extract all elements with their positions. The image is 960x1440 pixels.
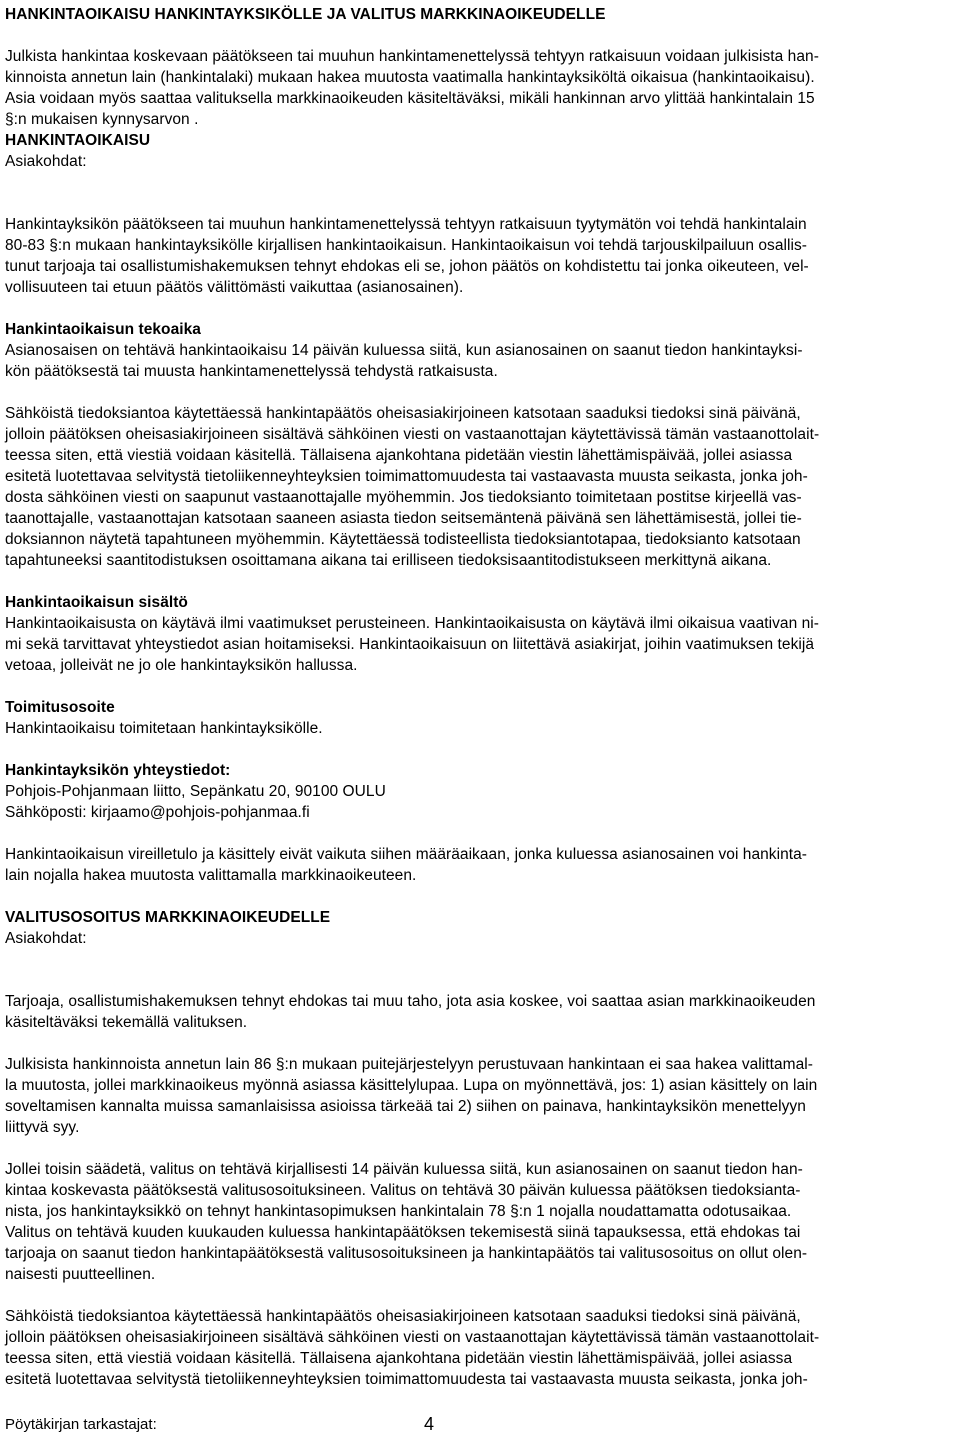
document-page: [5, 4, 950, 1390]
page-number: 4: [424, 1414, 435, 1434]
text-line: §:n mukaisen kynnysarvon .: [5, 111, 199, 128]
email-line: Sähköposti: kirjaamo@pohjois-pohjanmaa.fi: [5, 804, 310, 821]
text-line: liittyvä syy.: [5, 1119, 80, 1136]
text-line: vollisuuteen tai etuun päätös välittömästi vaikuttaa (asianosainen).: [5, 279, 464, 296]
text-line: Valitus on tehtävä kuuden kuukauden kuluessa hankintapäätöksen tekemisestä siinä tapauksessa, että ehdokas tai: [5, 1224, 801, 1241]
text-line: taanottajalle, vastaanottajan katsotaan saaneen asiasta tiedon seitsemäntenä päivänä sen lähettämisestä, jollei tie-: [5, 510, 802, 527]
valitusaika-paragraph: [5, 1159, 950, 1285]
yhteystiedot-heading: Hankintayksikön yhteystiedot:: [5, 762, 231, 779]
address-line: Pohjois-Pohjanmaan liitto, Sepänkatu 20, 90100 OULU: [5, 783, 386, 800]
text-line: tarjoaja on saanut tiedon hankintapäätöksestä valitusosoituksineen ja hankintapäätös tai valitusosoitus on ollut olen-: [5, 1245, 808, 1262]
asiakohdat-label: Asiakohdat:: [5, 153, 87, 170]
text-line: jolloin päätöksen oheisasiakirjoineen sisältävä sähköinen viesti on vastaanottajan käytettävissä tämän vastaanottolait-: [5, 1329, 820, 1346]
valitusosoitus-heading: VALITUSOSOITUS MARKKINAOIKEUDELLE: [5, 909, 331, 926]
text-line: Jollei toisin säädetä, valitus on tehtävä kirjallisesti 14 päivän kuluessa siitä, kun asianosainen on saanut tiedon han-: [5, 1161, 803, 1178]
text-line: jolloin päätöksen oheisasiakirjoineen sisältävä sähköinen viesti on vastaanottajan käytettävissä tämän vastaanottolait-: [5, 426, 820, 443]
text-line: doksiannon näytetä tapahtuneen myöhemmin. Käytettäessä todisteellista tiedoksiantotapaa, tiedoksianto katsotaan: [5, 531, 801, 548]
text-line: Sähköistä tiedoksiantoa käytettäessä hankintapäätös oheisasiakirjoineen katsotaan saaduksi tiedoksi sinä päivänä,: [5, 1308, 801, 1325]
hankintaoikaisu-heading: HANKINTAOIKAISU: [5, 132, 151, 149]
text-line: kön päätöksestä tai muusta hankintamenettelyssä tehdystä ratkaisusta.: [5, 363, 498, 380]
sisalto-heading: Hankintaoikaisun sisältö: [5, 594, 188, 611]
text-line: mi sekä tarvittavat yhteystiedot asian hoitamiseksi. Hankintaoikaisuun on liitettävä asiakirjat, joihin vaatimuksen tekijä: [5, 636, 815, 653]
text-line: Julkista hankintaa koskevaan päätökseen tai muuhun hankintamenettelyssä tehtyyn ratkaisuun voidaan julkisista han-: [5, 48, 819, 65]
text-line: 80-83 §:n mukaan hankintayksikölle kirjallisen hankintaoikaisun. Hankintaoikaisun voi tehdä tarjouskilpailuun osallis-: [5, 237, 808, 254]
tekoaika-heading: Hankintaoikaisun tekoaika: [5, 321, 201, 338]
page-title: HANKINTAOIKAISU HANKINTAYKSIKÖLLE JA VALITUS MARKKINAOIKEUDELLE: [5, 6, 606, 23]
text-line: lain nojalla hakea muutosta valittamalla markkinaoikeuteen.: [5, 867, 417, 884]
text-line: kinnoista annetun lain (hankintalaki) mukaan hakea muutosta vaatimalla hankintayksiköltä oikaisua (hankintaoikaisu).: [5, 69, 815, 86]
text-line: Hankintayksikön päätökseen tai muuhun hankintamenettelyssä tehtyyn ratkaisuun tyytymätön voi tehdä hankintalain: [5, 216, 807, 233]
text-line: Asia voidaan myös saattaa valituksella markkinaoikeuden käsiteltäväksi, mikäli hankinnan arvo ylittää hankintalain 15: [5, 90, 815, 107]
text-line: Julkisista hankinnoista annetun lain 86 §:n mukaan puitejärjestelyyn perustuvaan hankintaan ei saa hakea valittamal-: [5, 1056, 813, 1073]
text-line: dosta sähköinen viesti on saapunut vastaanottajalle myöhemmin. Jos tiedoksianto toimitetaan postitse kirjeellä vas-: [5, 489, 802, 506]
text-line: teessa siten, että viestiä voidaan käsitellä. Tällaisena ajankohtana pidetään viestin lähettämispäivää, jollei asiassa: [5, 1350, 793, 1367]
text-line: nista, jos hankintayksikkö on tehnyt hankintasopimuksen hankintalain 78 §:n 1 nojalla noudattamatta odotusaikaa.: [5, 1203, 792, 1220]
asiakohdat-label: Asiakohdat:: [5, 930, 87, 947]
text-line: tunut tarjoaja tai osallistumishakemuksen tehnyt ehdokas eli se, johon päätös on kohdistettu tai jonka oikeuteen, vel-: [5, 258, 809, 275]
text-line: Hankintaoikaisusta on käytävä ilmi vaatimukset perusteineen. Hankintaoikaisusta on käytävä ilmi oikaisua vaativan ni-: [5, 615, 819, 632]
text-line: tapahtuneeksi saantitodistuksen osoittamana aikana tai erilliseen tiedoksisaantitodistukseen merkittynä aikana.: [5, 552, 772, 569]
valitus-paragraph: [5, 991, 950, 1033]
text-line: Hankintaoikaisun vireilletulo ja käsittely eivät vaikuta siihen määräaikaan, jonka kuluessa asianosainen voi hankinta-: [5, 846, 808, 863]
text-line: vetoaa, jolleivät ne jo ole hankintayksikön hallussa.: [5, 657, 358, 674]
text-line: Tarjoaja, osallistumishakemuksen tehnyt ehdokas tai muu taho, jota asia koskee, voi saattaa asian markkinaoikeuden: [5, 993, 816, 1010]
tiedoksianto-paragraph-2: [5, 1306, 950, 1390]
tekoaika-paragraph: [5, 340, 950, 382]
puitejarjestely-paragraph: [5, 1054, 950, 1138]
intro-paragraph: [5, 46, 950, 130]
toimitusosoite-heading: Toimitusosoite: [5, 699, 115, 716]
text-line: Asianosaisen on tehtävä hankintaoikaisu 14 päivän kuluessa siitä, kun asianosainen on saanut tiedon hankintayksi-: [5, 342, 803, 359]
text-line: kintaa koskevasta päätöksestä valitusosoituksineen. Valitus on tehtävä 30 päivän kuluessa päätöksen tiedoksianta-: [5, 1182, 801, 1199]
text-line: soveltamisen kannalta muissa samanlaisissa asioissa tärkeää tai 2) siihen on painava, hankintayksikön menettelyyn: [5, 1098, 806, 1115]
text-line: naisesti puutteellinen.: [5, 1266, 156, 1283]
text-line: la muutosta, jollei markkinaoikeus myönnä asiassa käsittelylupaa. Lupa on myönnettävä, jos: 1) asian käsittely on lain: [5, 1077, 818, 1094]
text-line: esitetä luotettavaa selvitystä tietoliikenneyhteyksien toimimattomuudesta tai vastaavasta muusta seikasta, jonka joh-: [5, 468, 808, 485]
hankintaoikaisu-paragraph: [5, 214, 950, 298]
text-line: käsiteltäväksi tekemällä valituksen.: [5, 1014, 248, 1031]
tiedoksianto-paragraph: [5, 403, 950, 571]
footer-label: Pöytäkirjan tarkastajat:: [5, 1416, 157, 1433]
text-line: esitetä luotettavaa selvitystä tietoliikenneyhteyksien toimimattomuudesta tai vastaavasta muusta seikasta, jonka joh-: [5, 1371, 808, 1388]
text-line: Sähköistä tiedoksiantoa käytettäessä hankintapäätös oheisasiakirjoineen katsotaan saaduksi tiedoksi sinä päivänä,: [5, 405, 801, 422]
text-line: teessa siten, että viestiä voidaan käsitellä. Tällaisena ajankohtana pidetään viestin lähettämispäivää, jollei asiassa: [5, 447, 793, 464]
toimitusosoite-text: Hankintaoikaisu toimitetaan hankintayksikölle.: [5, 720, 323, 737]
vireilletulo-paragraph: [5, 844, 950, 886]
sisalto-paragraph: [5, 613, 950, 676]
page-footer: [5, 1413, 950, 1435]
